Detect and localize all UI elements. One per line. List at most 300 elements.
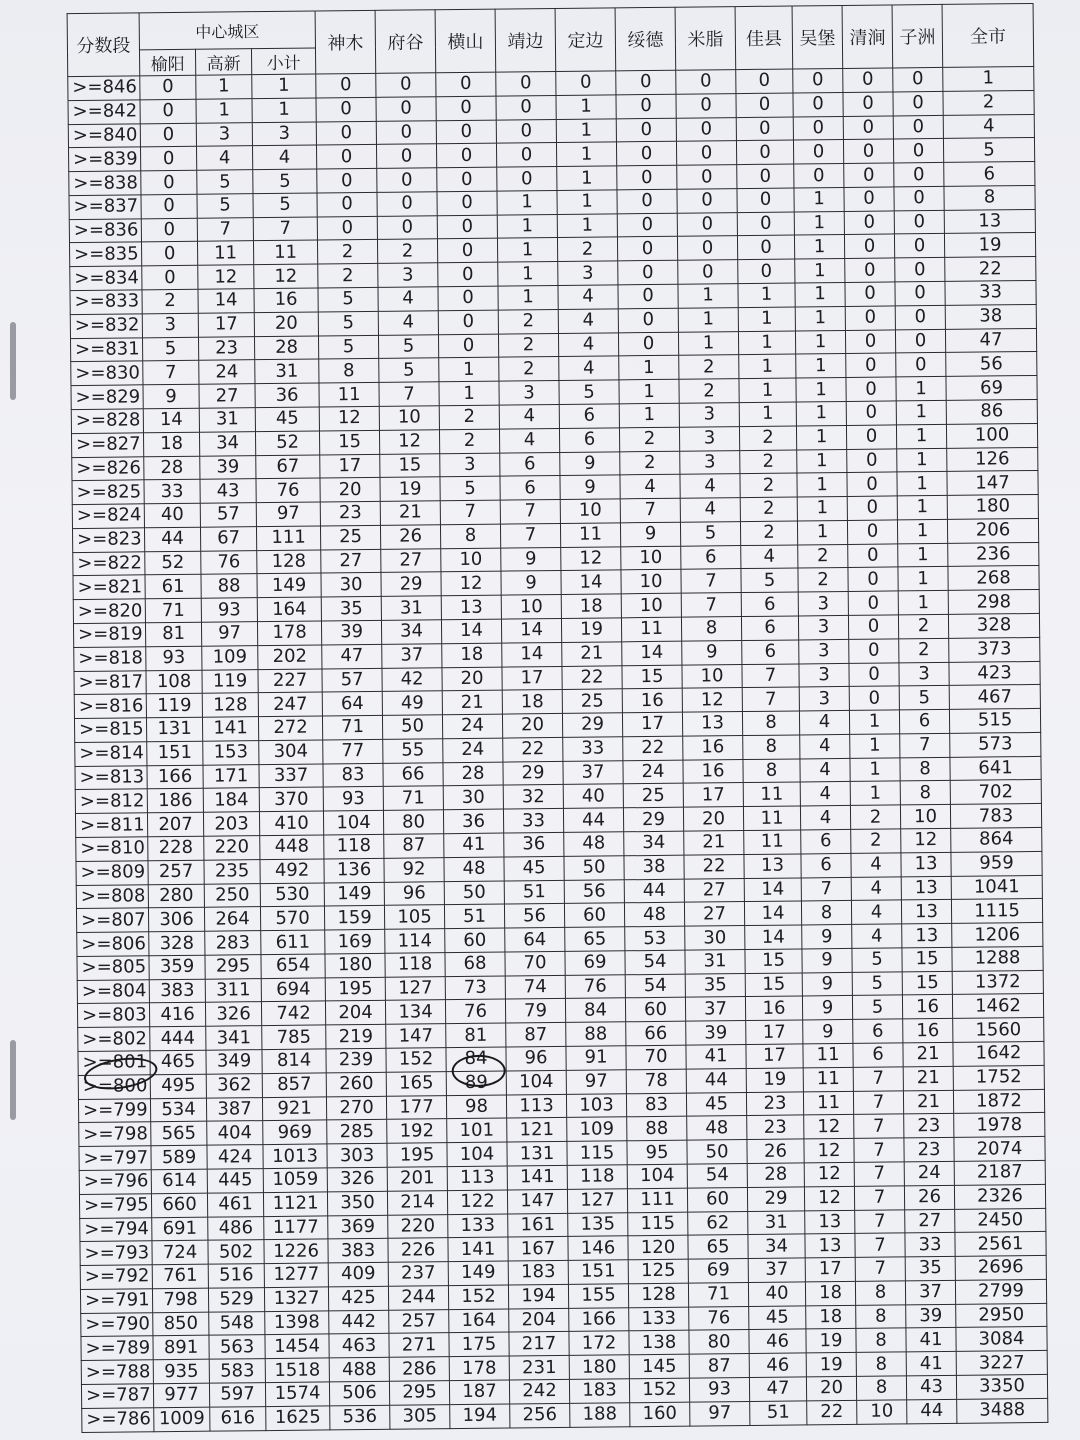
- count-cell: 0: [843, 92, 893, 116]
- count-cell: 183: [508, 1260, 568, 1284]
- count-cell: 1009: [154, 1407, 210, 1432]
- count-cell: 147: [947, 471, 1038, 496]
- header-county: 府谷: [375, 10, 436, 74]
- count-cell: 149: [324, 882, 384, 906]
- count-cell: 1: [557, 166, 617, 190]
- count-cell: 10: [682, 664, 742, 688]
- count-cell: 23: [747, 1115, 804, 1139]
- count-cell: 2: [498, 333, 558, 357]
- count-cell: 0: [142, 265, 198, 289]
- count-cell: 39: [321, 620, 381, 644]
- header-county: 神木: [315, 10, 376, 74]
- count-cell: 0: [845, 282, 895, 306]
- count-cell: 40: [748, 1282, 805, 1306]
- count-cell: 0: [496, 71, 556, 95]
- count-cell: 11: [253, 240, 317, 264]
- count-cell: 0: [617, 165, 677, 189]
- count-cell: 0: [436, 72, 496, 96]
- count-cell: 1: [439, 381, 499, 405]
- count-cell: 1: [619, 403, 679, 427]
- count-cell: 326: [205, 1002, 261, 1026]
- count-cell: 37: [905, 1280, 955, 1304]
- count-cell: 0: [893, 115, 943, 139]
- count-cell: 8: [743, 759, 800, 783]
- count-cell: 1013: [263, 1144, 327, 1168]
- count-cell: 0: [141, 242, 197, 266]
- count-cell: 2: [377, 239, 437, 263]
- count-cell: 76: [201, 550, 257, 574]
- header-segment: 分数段: [67, 13, 140, 77]
- count-cell: 57: [322, 668, 382, 692]
- count-cell: 410: [259, 811, 323, 835]
- count-cell: 128: [202, 693, 258, 717]
- count-cell: 12: [901, 828, 951, 852]
- count-cell: 61: [145, 575, 201, 599]
- count-cell: 1: [497, 238, 557, 262]
- count-cell: 3: [196, 122, 252, 146]
- count-cell: 30: [443, 786, 503, 810]
- count-cell: 65: [688, 1235, 748, 1259]
- count-cell: 160: [630, 1402, 690, 1427]
- count-cell: 51: [504, 880, 564, 904]
- count-cell: 0: [895, 281, 945, 305]
- score-distribution-table: [67, 3, 1049, 1433]
- count-cell: 1: [556, 95, 616, 119]
- count-cell: 19: [806, 1329, 856, 1353]
- count-cell: 12: [682, 688, 742, 712]
- count-cell: 3: [679, 426, 739, 450]
- count-cell: 502: [208, 1240, 264, 1264]
- count-cell: 0: [618, 332, 678, 356]
- count-cell: 0: [676, 141, 736, 165]
- count-cell: 0: [845, 330, 895, 354]
- count-cell: 5: [943, 138, 1034, 163]
- count-cell: 10: [441, 548, 501, 572]
- count-cell: 0: [848, 567, 898, 591]
- count-cell: 0: [846, 353, 896, 377]
- count-cell: 13: [901, 852, 951, 876]
- count-cell: 45: [686, 1092, 746, 1116]
- count-cell: 39: [686, 1021, 746, 1045]
- count-cell: 0: [736, 69, 793, 93]
- count-cell: 237: [388, 1262, 448, 1286]
- count-cell: 44: [907, 1399, 957, 1424]
- count-cell: 71: [383, 786, 443, 810]
- count-cell: 15: [745, 949, 802, 973]
- count-cell: 0: [436, 120, 496, 144]
- count-cell: 5: [197, 194, 253, 218]
- count-cell: 4: [800, 734, 850, 758]
- count-cell: 1: [498, 285, 558, 309]
- count-cell: 959: [951, 851, 1042, 876]
- count-cell: 151: [568, 1260, 628, 1284]
- count-cell: 18: [806, 1305, 856, 1329]
- count-cell: 41: [444, 833, 504, 857]
- count-cell: 18: [561, 594, 621, 618]
- count-cell: 62: [688, 1211, 748, 1235]
- count-cell: 20: [254, 312, 318, 336]
- count-cell: 39: [906, 1304, 956, 1328]
- header-row-1: [67, 3, 1033, 50]
- count-cell: 9: [802, 996, 852, 1020]
- score-segment-cell: >=838: [69, 171, 141, 196]
- count-cell: 155: [568, 1284, 628, 1308]
- count-cell: 573: [950, 732, 1041, 757]
- count-cell: 92: [384, 857, 444, 881]
- count-cell: 13: [441, 595, 501, 619]
- count-cell: 3: [679, 403, 739, 427]
- count-cell: 194: [450, 1404, 510, 1429]
- count-cell: 9: [802, 948, 852, 972]
- count-cell: 5: [318, 335, 378, 359]
- count-cell: 26: [904, 1185, 954, 1209]
- count-cell: 0: [141, 218, 197, 242]
- count-cell: 27: [381, 548, 441, 572]
- count-cell: 13: [805, 1210, 855, 1234]
- count-cell: 147: [386, 1024, 446, 1048]
- count-cell: 3: [252, 122, 316, 146]
- count-cell: 14: [441, 619, 501, 643]
- count-cell: 1574: [265, 1382, 329, 1406]
- count-cell: 26: [380, 525, 440, 549]
- count-cell: 37: [685, 997, 745, 1021]
- count-cell: 242: [509, 1379, 569, 1403]
- count-cell: 23: [904, 1138, 954, 1162]
- count-cell: 0: [736, 117, 793, 141]
- count-cell: 64: [505, 928, 565, 952]
- count-cell: 0: [618, 308, 678, 332]
- score-segment-cell: >=806: [77, 932, 149, 957]
- count-cell: 2: [850, 805, 900, 829]
- count-cell: 1: [795, 306, 845, 330]
- count-cell: 91: [566, 1046, 626, 1070]
- count-cell: 2: [498, 309, 558, 333]
- count-cell: 3: [798, 615, 848, 639]
- count-cell: 31: [199, 408, 255, 432]
- count-cell: 488: [329, 1357, 389, 1381]
- count-cell: 128: [628, 1283, 688, 1307]
- count-cell: 60: [445, 928, 505, 952]
- count-cell: 76: [689, 1306, 749, 1330]
- count-cell: 492: [260, 859, 324, 883]
- count-cell: 6: [853, 1043, 903, 1067]
- count-cell: 15: [902, 971, 952, 995]
- count-cell: 3: [680, 450, 740, 474]
- count-cell: 48: [444, 857, 504, 881]
- count-cell: 68: [445, 952, 505, 976]
- count-cell: 21: [562, 642, 622, 666]
- count-cell: 1: [896, 377, 946, 401]
- count-cell: 180: [325, 953, 385, 977]
- score-segment-cell: >=807: [76, 908, 148, 933]
- score-segment-cell: >=799: [78, 1098, 150, 1123]
- count-cell: 18: [143, 432, 199, 456]
- count-cell: 16: [903, 1019, 953, 1043]
- count-cell: 164: [257, 597, 321, 621]
- count-cell: 164: [449, 1309, 509, 1333]
- score-segment-cell: >=805: [77, 956, 149, 981]
- count-cell: 4: [851, 876, 901, 900]
- count-cell: 0: [617, 189, 677, 213]
- count-cell: 23: [746, 1092, 803, 1116]
- count-cell: 70: [626, 1045, 686, 1069]
- count-cell: 33: [503, 809, 563, 833]
- score-segment-cell: >=808: [76, 884, 148, 909]
- count-cell: 1: [795, 282, 845, 306]
- count-cell: 256: [510, 1403, 570, 1428]
- count-cell: 0: [496, 119, 556, 143]
- count-cell: 2: [679, 379, 739, 403]
- count-cell: 6: [899, 709, 949, 733]
- count-cell: 4: [558, 285, 618, 309]
- score-segment-cell: >=814: [75, 742, 147, 767]
- count-cell: 4: [800, 782, 850, 806]
- count-cell: 0: [895, 305, 945, 329]
- count-cell: 20: [442, 667, 502, 691]
- score-segment-cell: >=826: [72, 456, 144, 481]
- count-cell: 1: [498, 262, 558, 286]
- count-cell: 328: [149, 931, 205, 955]
- count-cell: 178: [257, 621, 321, 645]
- count-cell: 207: [147, 812, 203, 836]
- count-cell: 19: [944, 233, 1035, 258]
- count-cell: 17: [683, 783, 743, 807]
- count-cell: 270: [326, 1096, 386, 1120]
- count-cell: 97: [256, 502, 320, 526]
- count-cell: 141: [448, 1237, 508, 1261]
- count-cell: 57: [200, 503, 256, 527]
- count-cell: 29: [503, 761, 563, 785]
- count-cell: 8: [856, 1352, 906, 1376]
- count-cell: 3: [499, 381, 559, 405]
- count-cell: 0: [848, 544, 898, 568]
- count-cell: 1: [896, 400, 946, 424]
- count-cell: 2187: [954, 1160, 1045, 1185]
- count-cell: 2: [739, 426, 796, 450]
- count-cell: 56: [504, 904, 564, 928]
- score-segment-cell: >=823: [72, 528, 144, 553]
- count-cell: 691: [152, 1217, 208, 1241]
- count-cell: 7: [681, 593, 741, 617]
- count-cell: 850: [153, 1312, 209, 1336]
- count-cell: 15: [902, 947, 952, 971]
- count-cell: 9: [501, 571, 561, 595]
- count-cell: 15: [319, 430, 379, 454]
- count-cell: 88: [566, 1022, 626, 1046]
- count-cell: 10: [621, 570, 681, 594]
- count-cell: 131: [507, 1142, 567, 1166]
- count-cell: 0: [676, 93, 736, 117]
- count-cell: 404: [207, 1121, 263, 1145]
- count-cell: 0: [617, 213, 677, 237]
- count-cell: 50: [564, 856, 624, 880]
- count-cell: 54: [687, 1163, 747, 1187]
- count-cell: 9: [802, 972, 852, 996]
- count-cell: 2: [619, 427, 679, 451]
- count-cell: 11: [197, 241, 253, 265]
- count-cell: 3: [799, 687, 849, 711]
- count-cell: 0: [894, 163, 944, 187]
- count-cell: 1642: [953, 1041, 1044, 1066]
- count-cell: 41: [906, 1352, 956, 1376]
- count-cell: 0: [377, 192, 437, 216]
- count-cell: 29: [623, 807, 683, 831]
- count-cell: 151: [147, 741, 203, 765]
- score-segment-cell: >=789: [81, 1336, 153, 1361]
- count-cell: 0: [847, 448, 897, 472]
- score-segment-cell: >=816: [74, 694, 146, 719]
- count-cell: 1625: [266, 1406, 330, 1431]
- count-cell: 118: [324, 834, 384, 858]
- count-cell: 0: [737, 212, 794, 236]
- count-cell: 159: [324, 906, 384, 930]
- count-cell: 0: [438, 334, 498, 358]
- score-segment-cell: >=803: [77, 1003, 149, 1028]
- count-cell: 118: [385, 953, 445, 977]
- count-cell: 28: [747, 1163, 804, 1187]
- count-cell: 4: [378, 311, 438, 335]
- score-segment-cell: >=822: [73, 551, 145, 576]
- count-cell: 286: [389, 1357, 449, 1381]
- count-cell: 4: [800, 758, 850, 782]
- count-cell: 341: [206, 1026, 262, 1050]
- count-cell: 146: [568, 1236, 628, 1260]
- count-cell: 34: [199, 431, 255, 455]
- count-cell: 0: [845, 306, 895, 330]
- count-cell: 0: [437, 167, 497, 191]
- count-cell: 337: [259, 764, 323, 788]
- count-cell: 25: [562, 689, 622, 713]
- score-segment-cell: >=824: [72, 504, 144, 529]
- count-cell: 250: [204, 883, 260, 907]
- count-cell: 5: [852, 948, 902, 972]
- count-cell: 87: [689, 1354, 749, 1378]
- count-cell: 14: [745, 925, 802, 949]
- count-cell: 84: [565, 998, 625, 1022]
- count-cell: 152: [448, 1285, 508, 1309]
- count-cell: 785: [262, 1025, 326, 1049]
- count-cell: 283: [205, 931, 261, 955]
- count-cell: 0: [737, 235, 794, 259]
- count-cell: 1: [739, 354, 796, 378]
- count-cell: 2: [943, 90, 1034, 115]
- count-cell: 79: [505, 999, 565, 1023]
- count-cell: 1: [619, 379, 679, 403]
- count-cell: 66: [383, 762, 443, 786]
- score-segment-cell: >=821: [73, 575, 145, 600]
- count-cell: 7: [853, 1067, 903, 1091]
- count-cell: 304: [259, 740, 323, 764]
- count-cell: 969: [263, 1120, 327, 1144]
- count-cell: 12: [561, 546, 621, 570]
- count-cell: 814: [262, 1049, 326, 1073]
- count-cell: 87: [384, 834, 444, 858]
- count-cell: 178: [449, 1356, 509, 1380]
- count-cell: 204: [509, 1308, 569, 1332]
- count-cell: 3: [558, 261, 618, 285]
- count-cell: 195: [387, 1143, 447, 1167]
- count-cell: 180: [947, 495, 1038, 520]
- count-cell: 21: [442, 690, 502, 714]
- count-cell: 271: [389, 1333, 449, 1357]
- count-cell: 87: [506, 1023, 566, 1047]
- count-cell: 13: [944, 209, 1035, 234]
- count-cell: 425: [328, 1286, 388, 1310]
- count-cell: 138: [629, 1331, 689, 1355]
- count-cell: 12: [804, 1162, 854, 1186]
- count-cell: 104: [627, 1164, 687, 1188]
- count-cell: 76: [445, 1000, 505, 1024]
- count-cell: 1: [897, 472, 947, 496]
- count-cell: 93: [146, 646, 202, 670]
- score-segment-cell: >=820: [73, 599, 145, 624]
- score-segment-cell: >=804: [77, 979, 149, 1004]
- count-cell: 1277: [264, 1263, 328, 1287]
- count-cell: 0: [316, 121, 376, 145]
- count-cell: 15: [380, 453, 440, 477]
- count-cell: 306: [148, 908, 204, 932]
- count-cell: 2: [318, 264, 378, 288]
- score-segment-cell: >=832: [70, 314, 142, 339]
- count-cell: 32: [503, 785, 563, 809]
- count-cell: 13: [901, 900, 951, 924]
- count-cell: 60: [625, 998, 685, 1022]
- count-cell: 192: [387, 1119, 447, 1143]
- count-cell: 1: [738, 283, 795, 307]
- count-cell: 12: [804, 1186, 854, 1210]
- count-cell: 5: [741, 568, 798, 592]
- count-cell: 349: [206, 1050, 262, 1074]
- count-cell: 0: [496, 95, 556, 119]
- count-cell: 165: [386, 1071, 446, 1095]
- count-cell: 1: [439, 357, 499, 381]
- count-cell: 27: [684, 902, 744, 926]
- count-cell: 1: [794, 235, 844, 259]
- count-cell: 5: [440, 476, 500, 500]
- count-cell: 22: [807, 1400, 857, 1425]
- count-cell: 1: [252, 98, 316, 122]
- header-county: 子洲: [892, 4, 943, 68]
- count-cell: 50: [382, 715, 442, 739]
- count-cell: 23: [320, 501, 380, 525]
- count-cell: 83: [626, 1093, 686, 1117]
- count-cell: 47: [749, 1377, 806, 1401]
- count-cell: 239: [326, 1048, 386, 1072]
- header-county: 全市: [942, 3, 1034, 67]
- count-cell: 206: [947, 518, 1038, 543]
- count-cell: 0: [844, 187, 894, 211]
- count-cell: 694: [261, 978, 325, 1002]
- count-cell: 0: [317, 168, 377, 192]
- score-segment-cell: >=787: [81, 1384, 153, 1409]
- count-cell: 2326: [954, 1184, 1045, 1209]
- count-cell: 1: [796, 425, 846, 449]
- count-cell: 27: [199, 384, 255, 408]
- score-segment-cell: >=786: [82, 1408, 154, 1433]
- count-cell: 2: [899, 638, 949, 662]
- score-segment-cell: >=812: [75, 789, 147, 814]
- count-cell: 742: [261, 1001, 325, 1025]
- count-cell: 1: [557, 190, 617, 214]
- count-cell: 326: [327, 1167, 387, 1191]
- count-cell: 977: [153, 1383, 209, 1407]
- count-cell: 13: [682, 712, 742, 736]
- count-cell: 84: [446, 1047, 506, 1071]
- count-cell: 761: [152, 1264, 208, 1288]
- count-cell: 17: [502, 666, 562, 690]
- score-segment-cell: >=788: [81, 1360, 153, 1385]
- count-cell: 27: [905, 1209, 955, 1233]
